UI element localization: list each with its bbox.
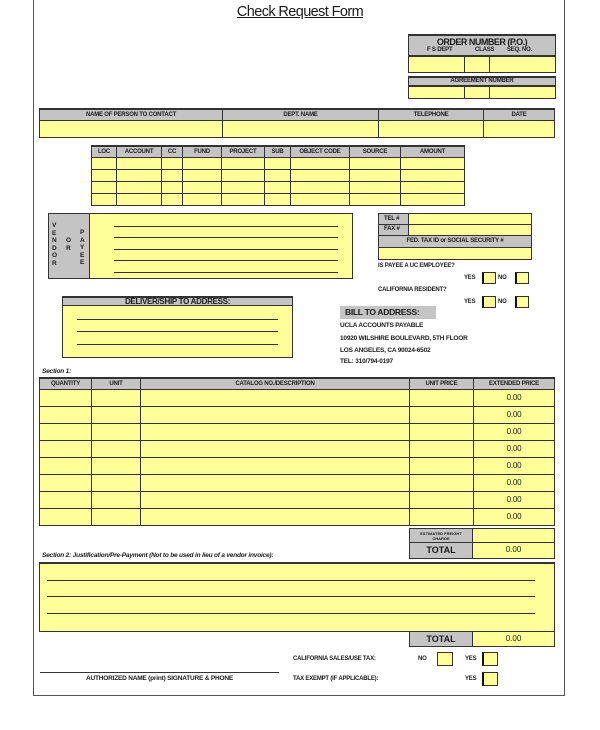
order-number-title: ORDER NUMBER (P.O.) bbox=[436, 37, 528, 47]
source-header: SOURCE bbox=[350, 146, 401, 157]
acct-cell[interactable] bbox=[265, 193, 291, 205]
acct-cell[interactable] bbox=[117, 193, 162, 205]
unit-price-cell[interactable] bbox=[410, 440, 474, 457]
acct-cell[interactable] bbox=[291, 157, 350, 169]
tax-id-label: FED. TAX ID or SOCIAL SECURITY # bbox=[378, 236, 532, 248]
unit-header: UNIT bbox=[92, 378, 141, 389]
extended-price-cell: 0.00 bbox=[474, 491, 555, 508]
vendor-address-field[interactable] bbox=[90, 213, 353, 279]
object-code-header: OBJECT CODE bbox=[291, 146, 350, 157]
form-title: Check Request Form bbox=[236, 4, 364, 20]
order-number-header bbox=[408, 34, 556, 56]
item-row bbox=[40, 508, 555, 525]
acct-cell[interactable] bbox=[350, 169, 401, 181]
acct-cell[interactable] bbox=[222, 181, 265, 193]
ca-resident-question: CALIFORNIA RESIDENT? bbox=[378, 287, 447, 293]
unit-cell[interactable] bbox=[92, 491, 141, 508]
acct-cell[interactable] bbox=[401, 181, 465, 193]
unit-price-cell[interactable] bbox=[410, 508, 474, 525]
description-cell[interactable] bbox=[141, 491, 410, 508]
acct-cell[interactable] bbox=[92, 157, 117, 169]
date-field[interactable] bbox=[484, 120, 555, 137]
acct-cell[interactable] bbox=[183, 193, 222, 205]
tax-exempt-yes-label: YES bbox=[465, 676, 477, 682]
acct-cell[interactable] bbox=[162, 193, 183, 205]
ca-resident-yes-checkbox[interactable] bbox=[482, 296, 496, 308]
acct-cell[interactable] bbox=[291, 169, 350, 181]
delivery-title: DELIVER/SHIP TO ADDRESS: bbox=[124, 297, 231, 306]
acct-cell[interactable] bbox=[117, 169, 162, 181]
unit-cell[interactable] bbox=[92, 389, 141, 406]
items-table bbox=[39, 377, 555, 526]
acct-cell[interactable] bbox=[350, 157, 401, 169]
description-header: CATALOG NO./DESCRIPTION bbox=[141, 378, 410, 389]
unit-price-header: UNIT PRICE bbox=[410, 378, 474, 389]
acct-cell[interactable] bbox=[117, 181, 162, 193]
extended-price-cell: 0.00 bbox=[474, 474, 555, 491]
item-row bbox=[40, 457, 555, 474]
acct-cell[interactable] bbox=[183, 181, 222, 193]
extended-price-cell: 0.00 bbox=[474, 508, 555, 525]
sub-header: SUB bbox=[265, 146, 291, 157]
sales-tax-yes-checkbox[interactable] bbox=[482, 652, 498, 666]
contact-name-field[interactable] bbox=[40, 120, 223, 137]
extended-price-cell: 0.00 bbox=[474, 457, 555, 474]
cc-header: CC bbox=[162, 146, 183, 157]
signature-label: AUTHORIZED NAME (print) SIGNATURE & PHONE bbox=[86, 675, 233, 682]
tax-exempt-label: TAX EXEMPT (IF APPLICABLE): bbox=[293, 676, 379, 682]
quantity-cell[interactable] bbox=[40, 474, 92, 491]
bill-to-line-1: UCLA ACCOUNTS PAYABLE bbox=[340, 322, 424, 329]
fund-header: FUND bbox=[183, 146, 222, 157]
seq-no-label: SEQ. NO. bbox=[507, 47, 533, 53]
uc-employee-question: IS PAYEE A UC EMPLOYEE? bbox=[378, 263, 455, 269]
uc-employee-no-checkbox[interactable] bbox=[515, 272, 529, 284]
unit-cell[interactable] bbox=[92, 474, 141, 491]
dept-name-field[interactable] bbox=[223, 120, 379, 137]
description-cell[interactable] bbox=[141, 406, 410, 423]
acct-cell[interactable] bbox=[183, 157, 222, 169]
acct-cell[interactable] bbox=[162, 157, 183, 169]
vendor-label: VENDOR bbox=[52, 222, 58, 267]
acct-cell[interactable] bbox=[222, 193, 265, 205]
item-row bbox=[40, 406, 555, 423]
quantity-cell[interactable] bbox=[40, 508, 92, 525]
extended-price-cell: 0.00 bbox=[474, 423, 555, 440]
account-header: ACCOUNT bbox=[117, 146, 162, 157]
ca-resident-no-checkbox[interactable] bbox=[515, 296, 529, 308]
acct-cell[interactable] bbox=[92, 181, 117, 193]
sales-tax-no-label: NO bbox=[418, 656, 427, 662]
agreement-field-3[interactable] bbox=[490, 86, 556, 99]
unit-cell[interactable] bbox=[92, 423, 141, 440]
unit-cell[interactable] bbox=[92, 457, 141, 474]
description-cell[interactable] bbox=[141, 474, 410, 491]
contact-table bbox=[39, 108, 555, 138]
extended-price-cell: 0.00 bbox=[474, 406, 555, 423]
unit-price-cell[interactable] bbox=[410, 491, 474, 508]
loc-header: LOC bbox=[92, 146, 117, 157]
agreement-field-1[interactable] bbox=[408, 86, 465, 99]
item-row bbox=[40, 440, 555, 457]
unit-cell[interactable] bbox=[92, 508, 141, 525]
tel-field[interactable] bbox=[409, 213, 532, 225]
description-cell[interactable] bbox=[141, 423, 410, 440]
acct-cell[interactable] bbox=[350, 181, 401, 193]
item-row bbox=[40, 423, 555, 440]
sales-tax-no-checkbox[interactable] bbox=[437, 652, 453, 666]
acct-cell[interactable] bbox=[401, 169, 465, 181]
description-cell[interactable] bbox=[141, 457, 410, 474]
sales-tax-label: CALIFORNIA SALES/USE TAX: bbox=[293, 656, 376, 662]
dept-name-header: DEPT. NAME bbox=[223, 109, 379, 120]
justification-field[interactable] bbox=[39, 562, 555, 632]
uc-employee-no-label: NO bbox=[498, 275, 507, 281]
acct-cell[interactable] bbox=[162, 181, 183, 193]
acct-cell[interactable] bbox=[183, 169, 222, 181]
sales-tax-yes-label: YES bbox=[465, 656, 477, 662]
date-header: DATE bbox=[484, 109, 555, 120]
tax-exempt-yes-checkbox[interactable] bbox=[482, 672, 498, 686]
uc-employee-yes-checkbox[interactable] bbox=[482, 272, 496, 284]
ca-resident-yes-label: YES bbox=[464, 299, 476, 305]
acct-cell[interactable] bbox=[92, 169, 117, 181]
freight-label: ESTIMATED FREIGHT CHARGE bbox=[409, 528, 473, 543]
acct-cell[interactable] bbox=[291, 193, 350, 205]
unit-price-cell[interactable] bbox=[410, 423, 474, 440]
accounting-table bbox=[91, 145, 465, 206]
seq-no-field[interactable] bbox=[490, 56, 556, 73]
agreement-field-2[interactable] bbox=[465, 86, 490, 99]
tax-id-field[interactable] bbox=[378, 248, 532, 260]
section-2-total-value: 0.00 bbox=[473, 631, 555, 647]
agreement-number-header: AGREEMENT NUMBER bbox=[408, 76, 556, 86]
description-cell[interactable] bbox=[141, 389, 410, 406]
item-row bbox=[40, 389, 555, 406]
delivery-header bbox=[62, 296, 293, 306]
fs-dept-label: F S DEPT bbox=[427, 47, 453, 53]
class-label: CLASS bbox=[475, 47, 495, 53]
acct-cell[interactable] bbox=[92, 193, 117, 205]
section-1-label: Section 1: bbox=[42, 368, 72, 375]
acct-cell[interactable] bbox=[350, 193, 401, 205]
fax-field[interactable] bbox=[409, 225, 532, 236]
or-label: OR bbox=[66, 237, 72, 252]
acct-cell[interactable] bbox=[222, 169, 265, 181]
quantity-cell[interactable] bbox=[40, 457, 92, 474]
acct-cell[interactable] bbox=[265, 157, 291, 169]
telephone-field[interactable] bbox=[379, 120, 484, 137]
fs-dept-field[interactable] bbox=[408, 56, 465, 73]
delivery-address-field[interactable] bbox=[62, 306, 293, 358]
unit-price-cell[interactable] bbox=[410, 406, 474, 423]
contact-name-header: NAME OF PERSON TO CONTACT bbox=[40, 109, 223, 120]
acct-cell[interactable] bbox=[291, 181, 350, 193]
unit-price-cell[interactable] bbox=[410, 474, 474, 491]
bill-to-line-3: LOS ANGELES, CA 90024-6502 bbox=[340, 347, 431, 354]
acct-cell[interactable] bbox=[401, 157, 465, 169]
acct-cell[interactable] bbox=[401, 193, 465, 205]
quantity-cell[interactable] bbox=[40, 423, 92, 440]
item-row bbox=[40, 491, 555, 508]
telephone-header: TELEPHONE bbox=[379, 109, 484, 120]
acct-cell[interactable] bbox=[117, 157, 162, 169]
extended-price-cell: 0.00 bbox=[474, 389, 555, 406]
unit-cell[interactable] bbox=[92, 440, 141, 457]
quantity-header: QUANTITY bbox=[40, 378, 92, 389]
unit-price-cell[interactable] bbox=[410, 457, 474, 474]
extended-price-header: EXTENDED PRICE bbox=[474, 378, 555, 389]
amount-header: AMOUNT bbox=[401, 146, 465, 157]
class-field[interactable] bbox=[465, 56, 490, 73]
project-header: PROJECT bbox=[222, 146, 265, 157]
acct-cell[interactable] bbox=[222, 157, 265, 169]
unit-cell[interactable] bbox=[92, 406, 141, 423]
section-1-total-value: 0.00 bbox=[473, 543, 555, 559]
section-1-total-label: TOTAL bbox=[409, 543, 473, 559]
quantity-cell[interactable] bbox=[40, 389, 92, 406]
quantity-cell[interactable] bbox=[40, 440, 92, 457]
tel-label: TEL # bbox=[378, 213, 409, 225]
acct-cell[interactable] bbox=[265, 181, 291, 193]
uc-employee-yes-label: YES bbox=[464, 275, 476, 281]
extended-price-cell: 0.00 bbox=[474, 440, 555, 457]
vendor-label-block bbox=[48, 213, 90, 279]
bill-to-line-2: 10920 WILSHIRE BOULEVARD, 5TH FLOOR bbox=[340, 335, 468, 342]
quantity-cell[interactable] bbox=[40, 491, 92, 508]
bill-to-line-4: TEL: 310/794-0197 bbox=[340, 358, 393, 365]
fax-label: FAX # bbox=[378, 225, 409, 236]
acct-cell[interactable] bbox=[265, 169, 291, 181]
unit-price-cell[interactable] bbox=[410, 389, 474, 406]
section-2-total-label: TOTAL bbox=[409, 631, 473, 647]
section-2-label: Section 2: Justification/Pre-Payment (Not to be used in lieu of a vendor invoice): bbox=[42, 552, 274, 559]
ca-resident-no-label: NO bbox=[498, 299, 507, 305]
item-row bbox=[40, 474, 555, 491]
description-cell[interactable] bbox=[141, 508, 410, 525]
description-cell[interactable] bbox=[141, 440, 410, 457]
freight-field[interactable] bbox=[473, 528, 555, 543]
bill-to-header: BILL TO ADDRESS: bbox=[340, 306, 436, 319]
acct-cell[interactable] bbox=[162, 169, 183, 181]
quantity-cell[interactable] bbox=[40, 406, 92, 423]
payee-label: PAYEE bbox=[80, 229, 85, 266]
